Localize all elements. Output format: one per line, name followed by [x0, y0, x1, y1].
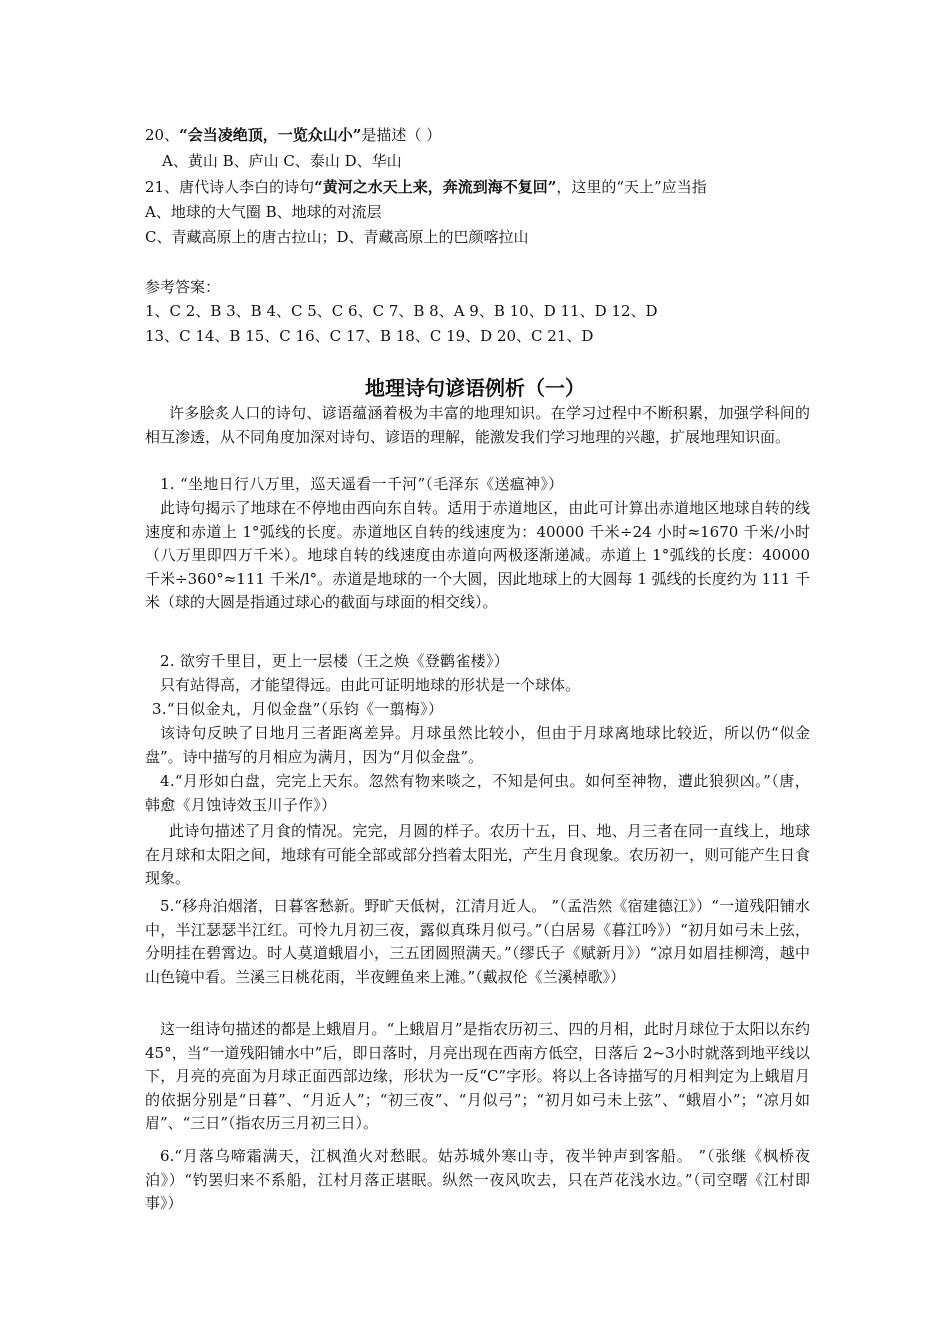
section-6-heading: 6.“月落乌啼霜满天，江枫渔火对愁眠。姑苏城外寒山寺，夜半钟声到客船。 ”（张继《枫桥夜泊》）“钓罢归来不系船，江村月落正堪眠。纵然一夜风吹去，只在芦花浅水边。”（司空曙《江村即事》） [145, 1147, 810, 1213]
answers-row-1: 1、C 2、B 3、B 4、C 5、C 6、C 7、B 8、A 9、B 10、D 11、D 12、D [145, 302, 658, 320]
section-3-body: 该诗句反映了日地月三者距离差异。月球虽然比较小，但由于月球离地球比较近，所以仍“似金盘”。诗中描写的月相应为满月，因为“月似金盘”。 [145, 724, 810, 766]
section-5-heading: 5.“移舟泊烟渚，日暮客愁新。野旷天低树，江清月近人。 ”（孟浩然《宿建德江》）“一道残阳铺水中，半江瑟瑟半江红。可怜九月初三夜，露似真珠月似弓。”（白居易《暮江吟》）“初月如弓未上弦，分明挂在碧霄边。时人莫道蛾眉小，三五团圆照满天。”（缪氏子《赋新月》）“凉月如眉挂柳湾，越中山色镜中看。兰溪三日桃花雨，半夜鲤鱼来上滩。”（戴叔伦《兰溪棹歌》） [145, 897, 810, 986]
question-text: ，这里的“天上”应当指 [556, 178, 707, 196]
question-21-options-b: C、青藏高原上的唐古拉山；D、青藏高原上的巴颜喀拉山 [145, 228, 529, 246]
answers-row-2: 13、C 14、B 15、C 16、C 17、B 18、C 19、D 20、C 21、D [145, 327, 594, 345]
section-2-body: 只有站得高，才能望得远。由此可证明地球的形状是一个球体。 [160, 676, 581, 694]
question-text: 是描述（ ） [361, 126, 442, 144]
question-number: 20、 [145, 126, 180, 144]
section-1-heading: 1. “坐地日行八万里，巡天遥看一千河”（毛泽东《送瘟神》） [160, 475, 564, 493]
section-4-heading: 4.“月形如白盘，完完上天东。忽然有物来啖之，不知是何虫。如何至神物，遭此狼狈凶。”（唐，韩愈《月蚀诗效玉川子作》） [145, 772, 810, 814]
article-intro: 许多脍炙人口的诗句、谚语蕴涵着极为丰富的地理知识。在学习过程中不断积累，加强学科间的相互渗透，从不同角度加深对诗句、谚语的理解，能激发我们学习地理的兴趣，扩展地理知识面。 [145, 404, 810, 446]
question-20 [145, 124, 441, 146]
question-quote: “会当凌绝顶，一览众山小” [179, 126, 362, 144]
section-4-body: 此诗句描述了月食的情况。完完，月圆的样子。农历十五，日、地、月三者在同一直线上，地球在月球和太阳之间，地球有可能全部或部分挡着太阳光，产生月食现象。农历初一，则可能产生日食现象。 [145, 822, 810, 888]
question-21 [145, 176, 707, 198]
question-20-options: A、黄山 B、庐山 C、泰山 D、华山 [162, 152, 402, 170]
section-3-heading: 3.“日似金丸，月似金盘”（乐钧《一翦梅》） [152, 700, 444, 718]
section-2-heading: 2. 欲穷千里目，更上一层楼（王之焕《登鹳雀楼》） [160, 652, 510, 670]
answers-label: 参考答案： [145, 278, 221, 296]
question-text: 21、唐代诗人李白的诗句 [145, 178, 315, 196]
section-5-body: 这一组诗句描述的都是上蛾眉月。“上蛾眉月”是指农历初三、四的月相，此时月球位于太阳以东约 45°，当“一道残阳铺水中”后，即日落时，月亮出现在西南方低空，日落后 2~3小时就落到地平线以下，月亮的亮面为月球正面西部边缘，形状为一反“C”字形。将以上各诗描写的月相判定为上蛾眉月的依据分别是“日暮”、“月近人”；“初三夜”、“月似弓”；“初月如弓未上弦”、“蛾眉小”；“凉月如眉”、“三日”（指农历三月初三日）。 [145, 1020, 810, 1133]
article-title: 地理诗句谚语例析（一） [365, 376, 585, 400]
section-1-body: 此诗句揭示了地球在不停地由西向东自转。适用于赤道地区，由此可计算出赤道地区地球自转的线速度和赤道上 1°弧线的长度。赤道地区自转的线速度为：40000 千米÷24 小时≈1670 千米/小时（八万里即四万千米）。地球自转的线速度由赤道向两极逐渐递减。赤道上 1°弧线的长度：40000 千米÷360°≈111 千米/l°。赤道是地球的一个大圆，因此地球上的大圆每 1 弧线的长度约为 111 千米（球的大圆是指通过球心的截面与球面的相交线）。 [145, 499, 810, 612]
question-21-options-a: A、地球的大气圈 B、地球的对流层 [145, 203, 382, 221]
question-quote: “黄河之水天上来，奔流到海不复回” [314, 178, 557, 196]
